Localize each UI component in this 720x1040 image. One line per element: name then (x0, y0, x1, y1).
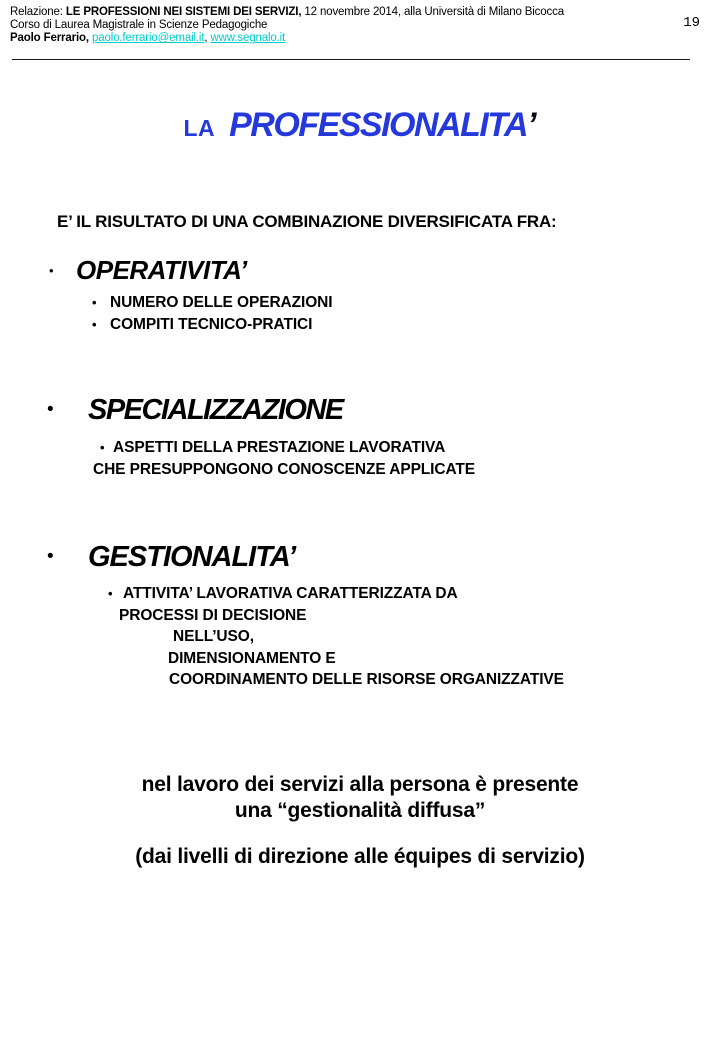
operativita-items (92, 292, 332, 336)
page-number: 19 (683, 15, 700, 31)
bullet-icon: • (49, 263, 54, 278)
list-item (100, 437, 475, 459)
header-divider (12, 59, 690, 60)
bullet-icon: • (92, 295, 97, 310)
footer-statement (0, 772, 720, 824)
list-item-label: NUMERO DELLE OPERAZIONI (110, 294, 333, 311)
list-item (92, 292, 332, 314)
header-date-place: 12 novembre 2014, alla Università di Milano Bicocca (301, 6, 564, 18)
list-item-label: COMPITI TECNICO-PRATICI (110, 316, 313, 333)
gestionalita-items (108, 583, 564, 691)
list-item-continuation: COORDINAMENTO DELLE RISORSE ORGANIZZATIVE (169, 671, 564, 688)
list-item-continuation: DIMENSIONAMENTO E (168, 649, 336, 667)
bullet-icon: • (47, 546, 54, 567)
intro-line: E’ IL RISULTATO DI UNA COMBINAZIONE DIVERSIFICATA FRA: (57, 212, 557, 231)
link-separator: , (204, 32, 211, 45)
footer-statement-line-2: una “gestionalità diffusa” (234, 799, 486, 822)
bullet-icon: • (92, 317, 97, 332)
footer-note: (dai livelli di direzione alle équipes di servizio) (135, 845, 585, 868)
footer-statement-line-1: nel lavoro dei servizi alla persona è presente (141, 773, 579, 796)
header-relazione-title: LE PROFESSIONI NEI SISTEMI DEI SERVIZI, (65, 6, 302, 18)
list-item-continuation: NELL’USO, (173, 628, 254, 645)
bullet-icon: • (47, 399, 54, 420)
header-line-1 (10, 6, 564, 19)
author-name: Paolo Ferrario, (10, 32, 89, 45)
title-apostrophe: ’ (527, 106, 537, 144)
slide-title (0, 106, 720, 145)
title-main: PROFESSIONALITA (229, 106, 528, 144)
list-item-label: ATTIVITA’ LAVORATIVA CARATTERIZZATA DA (123, 585, 458, 602)
list-item (92, 314, 332, 336)
list-item-continuation: PROCESSI DI DECISIONE (119, 606, 307, 624)
bullet-icon: • (100, 440, 105, 455)
header-line-3 (10, 32, 564, 45)
header (10, 6, 564, 46)
list-item (108, 583, 564, 605)
section-heading-operativita: OPERATIVITA’ (76, 255, 247, 285)
section-heading-specializzazione: SPECIALIZZAZIONE (88, 394, 343, 426)
title-article: LA (183, 115, 216, 141)
list-item-label: ASPETTI DELLA PRESTAZIONE LAVORATIVA (113, 439, 446, 456)
header-line-2: Corso di Laurea Magistrale in Scienze Pedagogiche (10, 19, 268, 32)
website-link[interactable]: www.segnalo.it (210, 32, 286, 45)
email-link[interactable]: paolo.ferrario@email.it (91, 32, 205, 45)
specializzazione-items (93, 437, 476, 481)
list-item-continuation: CHE PRESUPPONGONO CONOSCENZE APPLICATE (93, 461, 476, 478)
section-heading-gestionalita: GESTIONALITA’ (88, 541, 296, 573)
header-prefix: Relazione: (10, 6, 66, 18)
bullet-icon: • (108, 586, 113, 601)
